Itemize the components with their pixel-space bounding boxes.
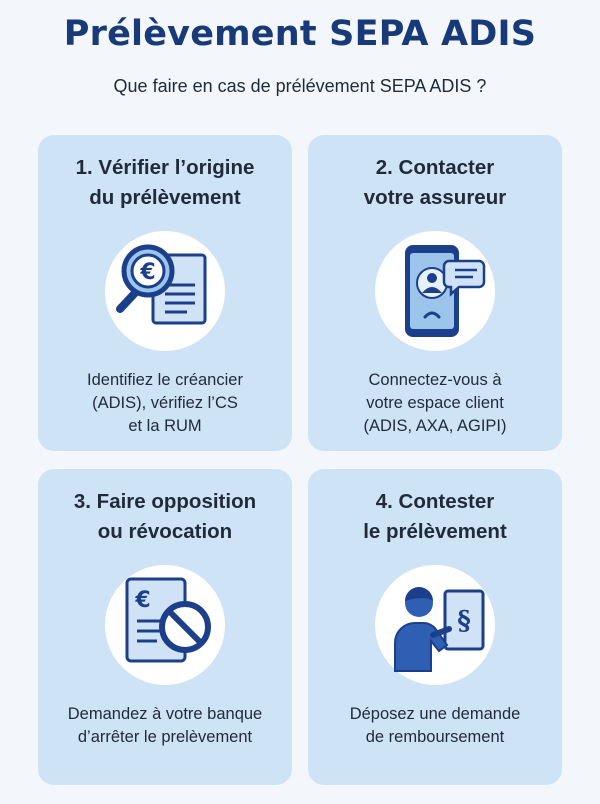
step-card-contest (308, 469, 562, 785)
step-description: Connectez-vous à votre espace client (ADIS, AXA, AGIPI) (363, 371, 507, 435)
page-subtitle: Que faire en cas de prélévement SEPA ADIS ? (113, 76, 487, 96)
step-description: Déposez une demande de remboursement (349, 705, 521, 746)
step-card-contact (308, 135, 562, 451)
step-title: 3. Faire opposition ou révocation (73, 490, 257, 543)
step-description: Identifiez le créancier (ADIS), vérifiez l’CS et la RUM (87, 371, 243, 435)
page-title: Prélèvement SEPA ADIS (63, 14, 537, 54)
step-card-opposition (38, 469, 292, 785)
svg-text:€: € (140, 260, 156, 285)
euro-document-prohibited-icon (105, 565, 225, 685)
step-title: 4. Contester le prélèvement (363, 490, 507, 543)
step-title: 2. Contacter votre assureur (363, 156, 507, 209)
phone-chat-icon (375, 231, 495, 351)
step-card-verify (38, 135, 292, 451)
magnifier-euro-document-icon (105, 231, 225, 351)
person-legal-document-icon (375, 565, 495, 685)
step-title: 1. Vérifier l’origine du prélèvement (75, 156, 255, 209)
svg-text:§: § (457, 606, 471, 636)
step-description: Demandez à votre banque d’arrêter le prelèvement (67, 705, 263, 746)
svg-text:€: € (135, 588, 151, 613)
